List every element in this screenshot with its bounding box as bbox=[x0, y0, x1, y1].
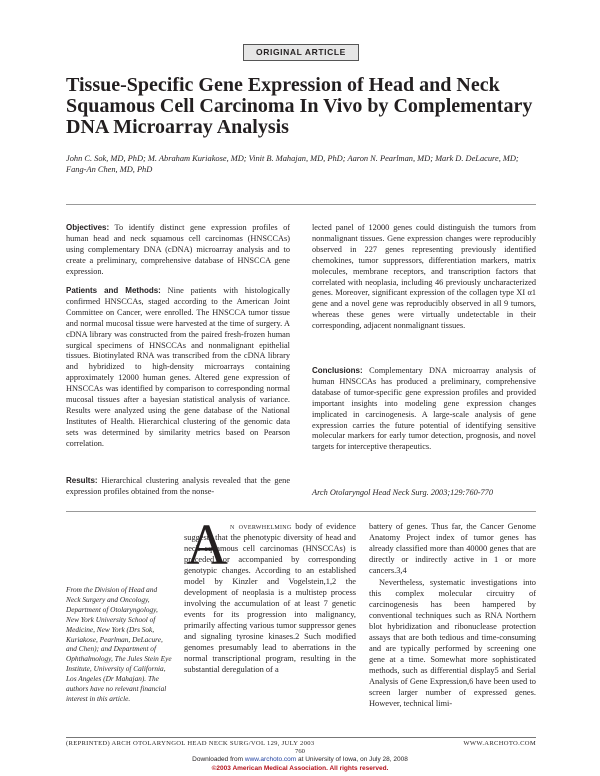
footer-journal-info: (REPRINTED) ARCH OTOLARYNGOL HEAD NECK SURG/VOL 129, JULY 2003 bbox=[66, 740, 315, 747]
objectives-text: To identify distinct gene expression profiles of human head and neck squamous cell carcinomas (HNSCCAs) using complementary DNA (cDNA) microarray analysis and to create a preliminary, comprehensive database of HNSCCA gene expression. bbox=[66, 223, 290, 276]
download-prefix: Downloaded from bbox=[192, 756, 245, 763]
objectives-heading: Objectives: bbox=[66, 223, 110, 232]
copyright-notice: ©2003 American Medical Association. All rights reserved. bbox=[211, 765, 389, 772]
body-column-2-paragraph-1: battery of genes. Thus far, the Cancer Genome Anatomy Project index of tumor genes has already classified more than 40000 genes that are directly or indirectly active in 1 or more cancers.3,4 bbox=[369, 522, 536, 575]
abstract-conclusions bbox=[312, 366, 536, 453]
divider bbox=[66, 511, 536, 512]
author-affiliations: From the Division of Head and Neck Surgery and Oncology, Department of Otolaryngology, New York University School of Medicine, New York (Drs Sok, Kuriakose, Pearlman, DeLacure, and Chen); and Department of Ophthalmology, The Jules Stein Eye Institute, University of California, Los Angeles (Dr Mahajan). The authors have no relevant financial interest in this article. bbox=[66, 585, 172, 703]
drop-cap: A bbox=[186, 512, 228, 577]
body-column-1 bbox=[184, 521, 356, 675]
download-notice bbox=[0, 756, 600, 764]
running-footer bbox=[66, 739, 536, 748]
conclusions-heading: Conclusions: bbox=[312, 366, 363, 375]
results-text: Hierarchical clustering analysis revealed that the gene expression profiles obtained from the nonse- bbox=[66, 476, 290, 496]
lead-in-text: n overwhelming bbox=[230, 522, 292, 531]
body-column-1-text: body of evidence suggests that the phenotypic diversity of head and neck squamous cell carcinomas (HNSCCAs) is preceded or accompanied by corresponding genotypic changes. According to an established model by Kinzler and Vogelstein,1,2 the development of neoplasia is a multistep process involving the accumulation of at least 7 genetic events for its progression into malignancy, primarily affecting various tumor suppressor genes and signaling tyrosine kinases.2 Such modified genomes presumably lead to aberrations in the normal transcriptional program, resulting in the substantial deregulation of a bbox=[184, 522, 356, 674]
abstract-results bbox=[66, 476, 290, 498]
footer-divider bbox=[66, 737, 536, 738]
conclusions-text: Complementary DNA microarray analysis of human HNSCCAs has produced a preliminary, comprehensive database of tumor-specific gene expression profiles and provided important insights into modeling gene expression changes implicated in carcinogenesis. A large-scale analysis of gene expression carries the future potential of identifying sensitive molecular markers for early tumor detection, prognosis, and novel targets for interceptive therapeutics. bbox=[312, 366, 536, 452]
body-column-2-paragraph-2: Nevertheless, systematic investigations into this complex molecular circuitry of carcinogenesis has been hampered by conventional techniques such as RNA Northern blot hybridization and ribonuclease protection assays that are both tedious and time-consuming and are typically performed by screening one gene at a time. Somewhat more sophisticated methods, such as differential display5 and Serial Analysis of Gene Expression,6 have been used to screen larger number of expressed genes. However, technical limi- bbox=[369, 578, 536, 708]
results-heading: Results: bbox=[66, 476, 98, 485]
download-suffix: at University of Iowa, on July 28, 2008 bbox=[296, 756, 408, 763]
patients-methods-text: Nine patients with histologically confirmed HNSCCAs, staged according to the American Joint Committee on Cancer, were enrolled. The HNSCCA tumor tissue and normal mucosal tissue were harvested at the time of surgery. A cDNA library was constructed from the paired fresh-frozen human surgical specimens of HNSCCAs and nonmalignant epithelial tissues. Biotinylated RNA was transcribed from the cDNA library and hybridized to high-density microarrays containing approximately 12000 human genes. Altered gene expression of HNSCCAs was identified by comparison to corresponding normal mucosal tissues after a bayesian statistical analysis of variance. Results were analyzed using the gene database of the National Institutes of Health. Hierarchical clustering of the genomic data sets was determined by similarity metrics based on Pearson correlation. bbox=[66, 286, 290, 448]
abstract-results-continued: lected panel of 12000 genes could distinguish the tumors from nonmalignant tissues. Gene expression changes were reproducibly observed in 227 genes representing previously identified chemokines, tumor suppressors, differentiation markers, matrix molecules, membrane receptors, and transcription factors that correlated with neoplasia, including 46 previously uncharacterized genes. Moreover, significant expression of the collagen type XI α1 gene and a novel gene was reproducibly observed in all 9 tumors, whereas these genes were virtually undetectable in their corresponding, adjacent nonmalignant tissues. bbox=[312, 223, 536, 331]
abstract-patients-methods bbox=[66, 286, 290, 450]
patients-methods-heading: Patients and Methods: bbox=[66, 286, 161, 295]
article-title: Tissue-Specific Gene Expression of Head and Neck Squamous Cell Carcinoma In Vivo by Complementary DNA Microarray Analysis bbox=[66, 74, 533, 138]
download-site-link[interactable]: www.archoto.com bbox=[244, 756, 297, 763]
page-number: 760 bbox=[295, 748, 305, 755]
author-list: John C. Sok, MD, PhD; M. Abraham Kuriakose, MD; Vinit B. Mahajan, MD, PhD; Aaron N. Pearlman, MD; Mark D. DeLacure, MD; Fang-An Chen, MD, PhD bbox=[66, 154, 519, 174]
divider bbox=[66, 204, 536, 205]
footer-website: WWW.ARCHOTO.COM bbox=[463, 740, 536, 747]
journal-citation: Arch Otolaryngol Head Neck Surg. 2003;129:760-770 bbox=[312, 488, 493, 497]
section-label: ORIGINAL ARTICLE bbox=[243, 44, 359, 61]
abstract-objectives bbox=[66, 223, 290, 278]
